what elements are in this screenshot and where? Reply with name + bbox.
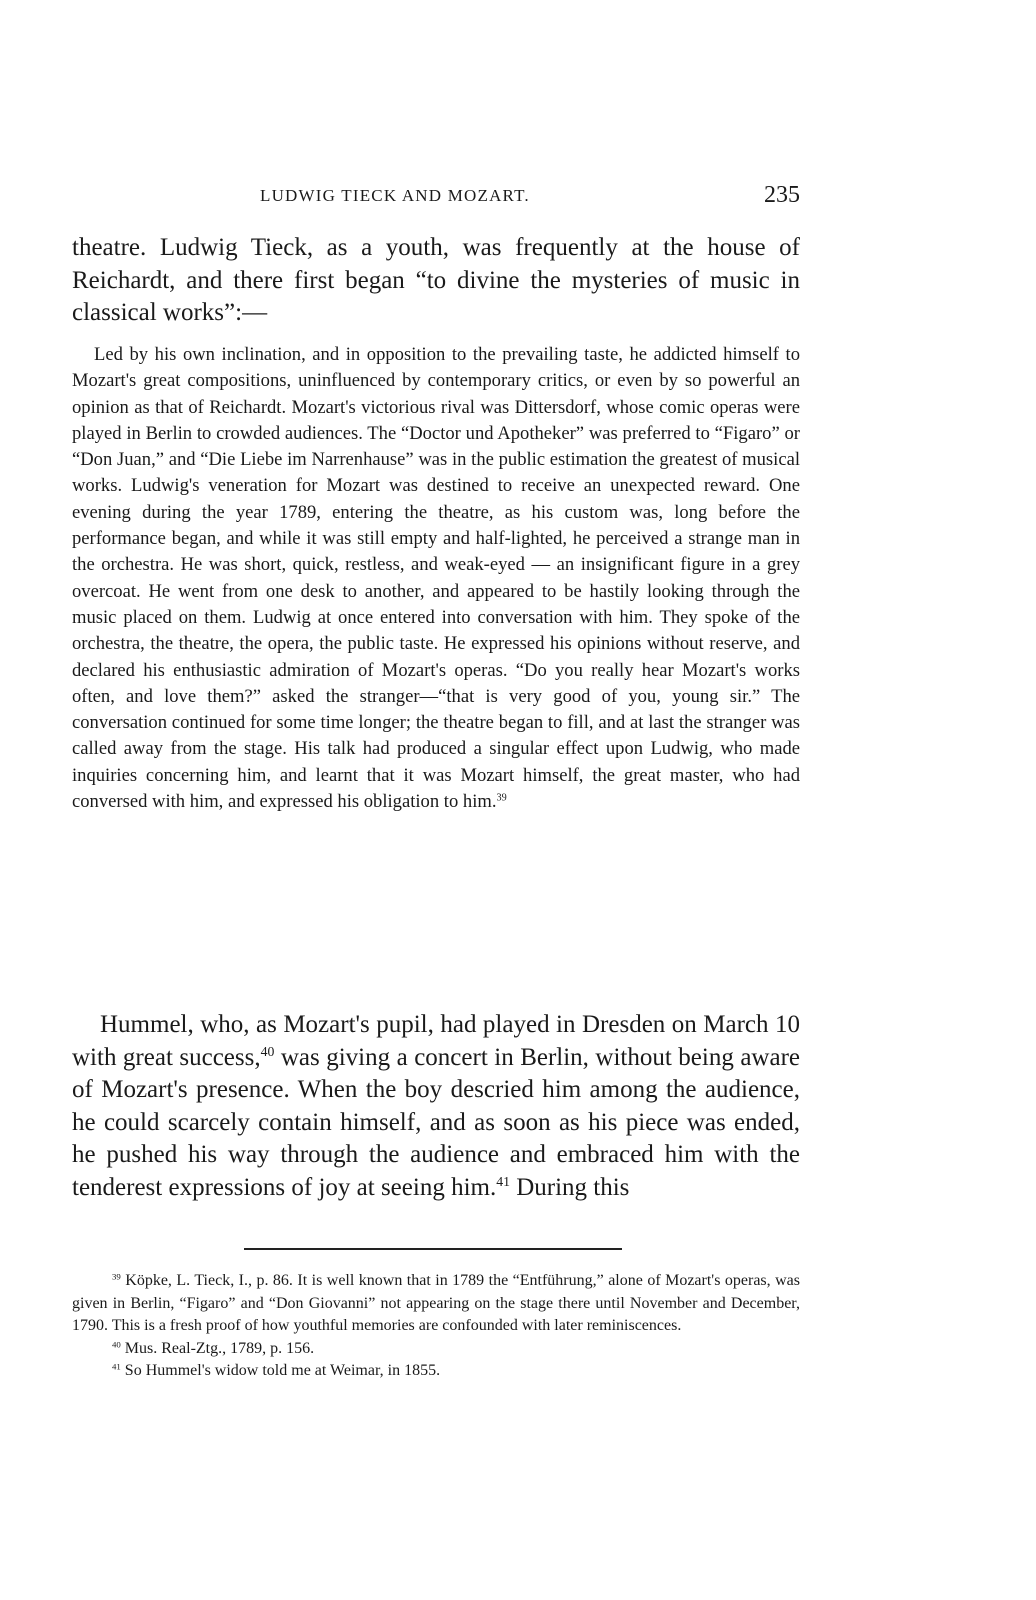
block-quote bbox=[72, 342, 800, 815]
footnote-marker: 41 bbox=[112, 1361, 121, 1372]
footnote-ref-39: 39 bbox=[496, 792, 507, 804]
intro-text: theatre. Ludwig Tieck, as a youth, was frequently at the house of Reichardt, and there first began “to divine the mysteries of music in classical works”:— bbox=[72, 234, 800, 326]
footnote-marker: 39 bbox=[112, 1271, 121, 1282]
page-number: 235 bbox=[764, 182, 800, 208]
quote-text: Led by his own inclination, and in opposition to the prevailing taste, he addicted himself to Mozart's great compositions, uninfluenced by contemporary critics, or even by so powerful an opinion as that of Reichardt. Mozart's victorious rival was Dittersdorf, whose comic operas were played in Berlin to crowded audiences. The “Doctor und Apotheker” was preferred to “Figaro” or “Don Juan,” and “Die Liebe im Narrenhause” was in the public estimation the greatest of musical works. Ludwig's veneration for Mozart was destined to receive an unexpected reward. One evening during the year 1789, entering the theatre, as his custom was, long before the performance began, and while it was still empty and half-lighted, he perceived a strange man in the orchestra. He was short, quick, restless, and weak-eyed — an insignificant figure in a grey overcoat. He went from one desk to another, and appeared to be hastily looking through the music placed on them. Ludwig at once entered into conversation with him. They spoke of the orchestra, the theatre, the opera, the public taste. He expressed his opinions without reserve, and declared his enthusiastic admiration of Mozart's operas. “Do you really hear Mozart's works often, and love them?” asked the stranger—“that is very good of you, young sir.” The conversation continued for some time longer; the theatre began to fill, and at last the stranger was called away from the stage. His talk had produced a singular effect upon Ludwig, who made inquiries concerning him, and learnt that it was Mozart himself, the great master, who had conversed with him, and expressed his obligation to him. bbox=[72, 344, 800, 813]
footnote-41 bbox=[72, 1360, 800, 1383]
hummel-text-part2: was giving a concert in Berlin, without being aware of Mozart's presence. When the boy descried him among the audience, he could scarcely contain himself, and as soon as his piece was ended, he pushed his way through the audience and embraced him with the tenderest expressions of joy at seeing him. bbox=[72, 1043, 800, 1201]
footnote-ref-41: 41 bbox=[496, 1173, 510, 1189]
footnotes bbox=[72, 1270, 800, 1383]
hummel-text-part1: Hummel, who, as Mozart's pupil, had played in Dresden on March 10 with great success, bbox=[72, 1011, 800, 1071]
page-header bbox=[72, 182, 800, 216]
footnote-text: Köpke, L. Tieck, I., p. 86. It is well known that in 1789 the “Entführung,” alone of Mozart's operas, was given in Berlin, “Figaro” and “Don Giovanni” not appearing on the stage there until November and December, 1790. This is a fresh proof of how youthful memories are confounded with later reminiscences. bbox=[72, 1272, 800, 1334]
footnote-ref-40: 40 bbox=[260, 1043, 275, 1059]
intro-paragraph bbox=[72, 232, 800, 330]
footnote-text: Mus. Real-Ztg., 1789, p. 156. bbox=[124, 1339, 315, 1357]
hummel-paragraph bbox=[72, 1009, 800, 1204]
footnote-40 bbox=[72, 1338, 800, 1361]
quote-paragraph bbox=[72, 342, 800, 815]
hummel-text-part3: During this bbox=[509, 1173, 630, 1201]
footnote-text: So Hummel's widow told me at Weimar, in 1855. bbox=[124, 1362, 441, 1379]
footnote-marker: 40 bbox=[112, 1338, 121, 1349]
footnote-39 bbox=[72, 1270, 800, 1338]
footnote-divider bbox=[244, 1248, 622, 1250]
running-title: LUDWIG TIECK AND MOZART. bbox=[260, 186, 530, 205]
